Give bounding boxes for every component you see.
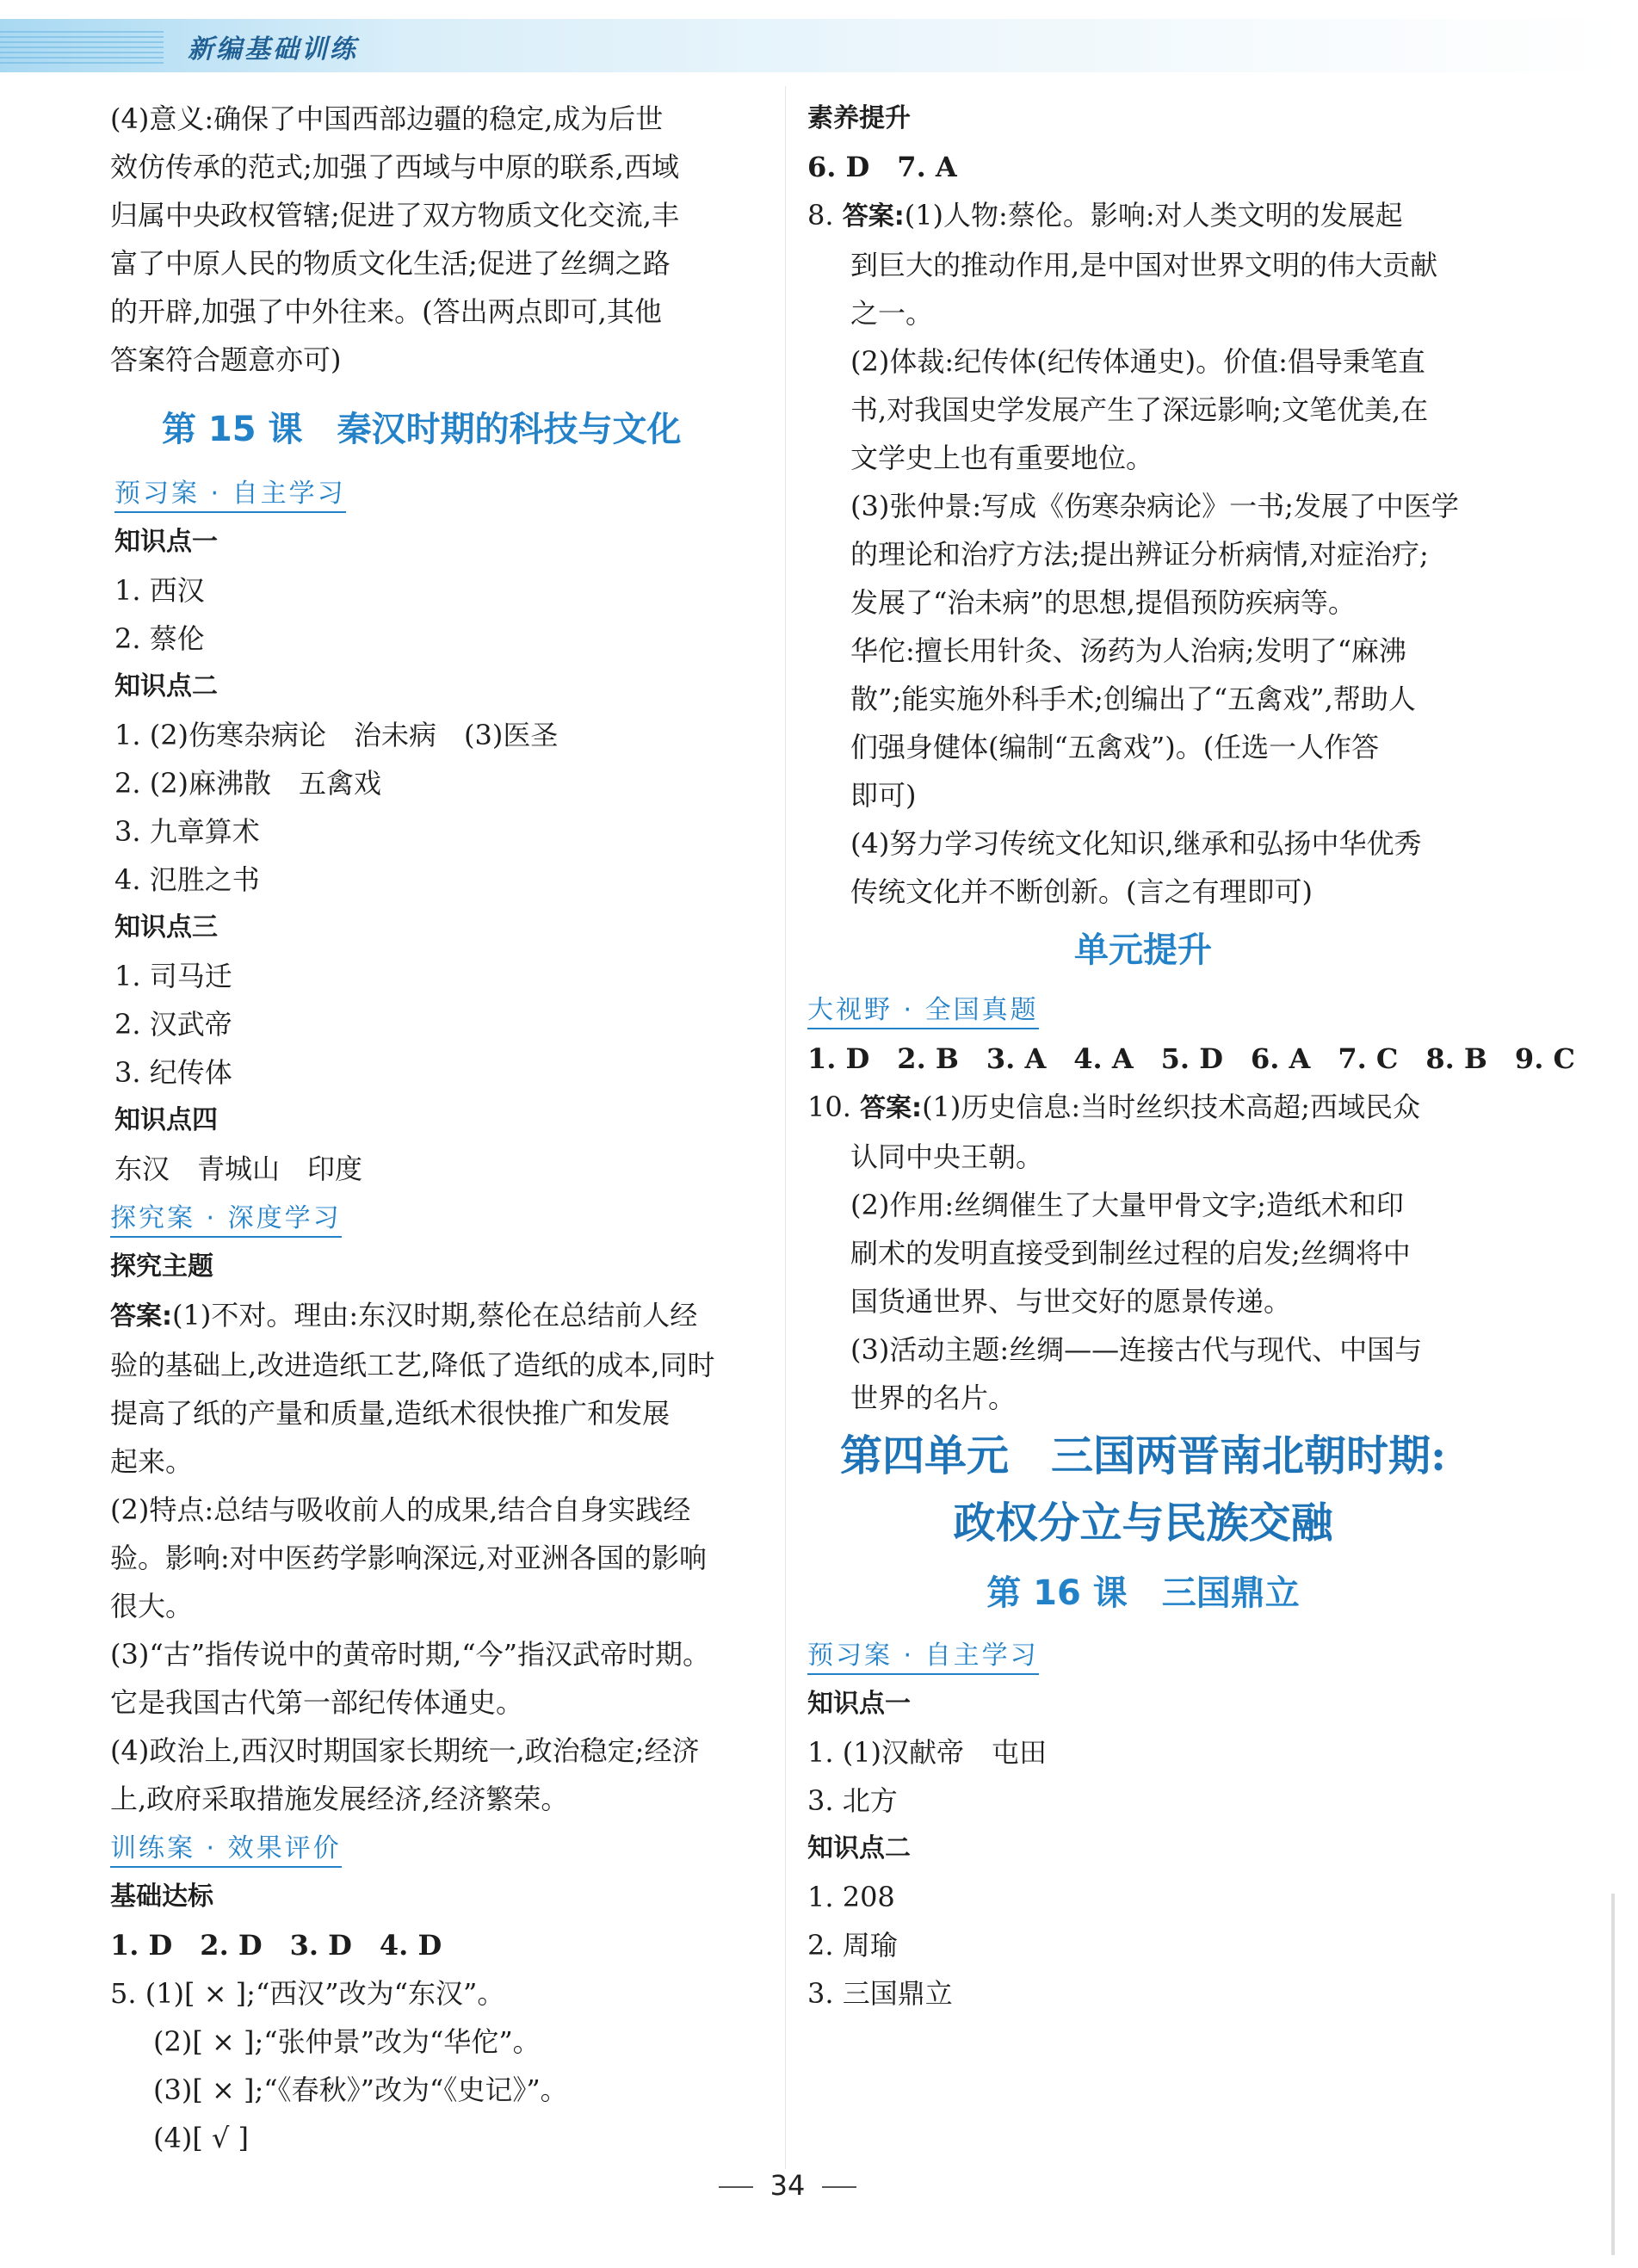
text-line: (3)“古”指传说中的黄帝时期,“今”指汉武帝时期。 xyxy=(110,1638,710,1671)
left-column xyxy=(110,95,775,2162)
text-line: 的开辟,加强了中外往来。(答出两点即可,其他 xyxy=(110,295,662,328)
text-line: 华佗:擅长用针灸、汤药为人治病;发明了“麻沸 xyxy=(850,634,1406,667)
text-line: (2)作用:丝绸催生了大量甲骨文字;造纸术和印 xyxy=(850,1189,1404,1221)
text-line: 刷术的发明直接受到制丝过程的启发;丝绸将中 xyxy=(850,1237,1411,1270)
text-line: 它是我国古代第一部纪传体通史。 xyxy=(110,1686,524,1719)
column-divider xyxy=(785,86,786,2169)
text-line: 验的基础上,改进造纸工艺,降低了造纸的成本,同时 xyxy=(110,1349,715,1381)
answer-item: 2. 汉武帝 xyxy=(114,1008,232,1041)
lesson-16-title: 第 16 课 三国鼎立 xyxy=(986,1573,1300,1613)
text-line: 之一。 xyxy=(850,297,934,330)
text-line: 即可) xyxy=(850,779,917,812)
header-stripes xyxy=(0,31,164,64)
text-line: 上,政府采取措施发展经济,经济繁荣。 xyxy=(110,1783,569,1815)
answer-label: 答案: xyxy=(860,1093,923,1123)
answer-item: 1. 司马迁 xyxy=(114,960,232,992)
text-line: 10. 答案:(1)历史信息:当时丝织技术高超;西域民众 xyxy=(807,1091,1420,1123)
right-column xyxy=(807,95,1575,2018)
text-line: 验。影响:对中医药学影响深远,对亚洲各国的影响 xyxy=(110,1542,707,1574)
text-line: 国货通世界、与世交好的愿景传递。 xyxy=(850,1285,1292,1318)
page-number-dash-left xyxy=(719,2186,753,2188)
text-line: 到巨大的推动作用,是中国对世界文明的伟大贡献 xyxy=(850,249,1438,281)
unit-improvement-title: 单元提升 xyxy=(1074,930,1212,970)
answer-label: 答案: xyxy=(842,201,905,232)
knowledge-point-heading: 知识点一 xyxy=(114,527,218,557)
text-line: (2)特点:总结与吸收前人的成果,结合自身实践经 xyxy=(110,1493,691,1526)
text-line xyxy=(110,1291,775,1341)
text-line: (4)意义:确保了中国西部边疆的稳定,成为后世 xyxy=(110,102,664,135)
literacy-heading: 素养提升 xyxy=(807,103,911,133)
section-explore: 探究案 · 深度学习 xyxy=(110,1202,342,1238)
text-line: 文学史上也有重要地位。 xyxy=(850,442,1154,474)
text-line: 富了中原人民的物质文化生活;促进了丝绸之路 xyxy=(110,247,671,280)
knowledge-point-heading: 知识点二 xyxy=(114,671,218,701)
page-edge-shadow xyxy=(1611,1894,1615,2255)
text-line: 世界的名片。 xyxy=(850,1381,1017,1414)
basic-heading: 基础达标 xyxy=(110,1882,213,1912)
section-train: 训练案 · 效果评价 xyxy=(110,1832,342,1868)
answer-item: 3. 北方 xyxy=(807,1784,898,1817)
answer-text: (1)不对。理由:东汉时期,蔡伦在总结前人经 xyxy=(172,1299,698,1332)
text-line: 们强身健体(编制“五禽戏”)。(任选一人作答 xyxy=(850,731,1380,763)
answer-item: (2)[ × ];“张仲景”改为“华佗”。 xyxy=(153,2025,541,2058)
section-vision: 大视野 · 全国真题 xyxy=(807,993,1039,1029)
text-line: 效仿传承的范式;加强了西域与中原的联系,西域 xyxy=(110,151,679,183)
text-line: 很大。 xyxy=(110,1590,194,1622)
text-line: 答案符合题意亦可) xyxy=(110,343,342,376)
answer-item: 1. (1)汉献帝 屯田 xyxy=(807,1736,1048,1769)
text-line: 认同中央王朝。 xyxy=(850,1140,1044,1173)
unit-4-title-line1: 第四单元 三国两晋南北朝时期: xyxy=(839,1431,1447,1480)
answer-item: 2. 蔡伦 xyxy=(114,622,205,655)
text-line: 归属中央政权管辖;促进了双方物质文化交流,丰 xyxy=(110,199,679,232)
text-line: (3)张仲景:写成《伤寒杂病论》一书;发展了中医学 xyxy=(850,490,1459,522)
text-line: 散”;能实施外科手术;创编出了“五禽戏”,帮助人 xyxy=(850,683,1416,715)
lesson-15-title: 第 15 课 秦汉时期的科技与文化 xyxy=(162,410,682,449)
answer-item: 1. (2)伤寒杂病论 治未病 (3)医圣 xyxy=(114,719,559,751)
section-preview: 预习案 · 自主学习 xyxy=(114,477,346,513)
text-line: (4)政治上,西汉时期国家长期统一,政治稳定;经济 xyxy=(110,1734,700,1767)
page-number xyxy=(0,2169,1575,2202)
section-preview-2: 预习案 · 自主学习 xyxy=(807,1639,1039,1675)
answer-item: 3. 三国鼎立 xyxy=(807,1977,953,2010)
text-line: (4)努力学习传统文化知识,继承和弘扬中华优秀 xyxy=(850,827,1422,860)
answer-item: 2. 周瑜 xyxy=(807,1929,898,1962)
page-number-dash-right xyxy=(822,2186,856,2188)
unit-4-title-line2: 政权分立与民族交融 xyxy=(953,1498,1333,1548)
book-title: 新编基础训练 xyxy=(188,34,358,65)
answer-item: 1. D 2. D 3. D 4. D xyxy=(110,1929,442,1962)
answer-label: 答案: xyxy=(110,1301,172,1332)
text-line: 起来。 xyxy=(110,1445,194,1478)
text-line: 的理论和治疗方法;提出辨证分析病情,对症治疗; xyxy=(850,538,1429,571)
answer-item: 3. 九章算术 xyxy=(114,815,260,848)
answer-item: 1. 208 xyxy=(807,1881,895,1913)
answer-item: 1. 西汉 xyxy=(114,574,205,607)
answer-item: 6. D 7. A xyxy=(807,151,957,183)
page-number-value: 34 xyxy=(770,2169,806,2202)
page-header xyxy=(0,19,1618,72)
answer-item: (4)[ √ ] xyxy=(153,2122,250,2154)
text-line: 提高了纸的产量和质量,造纸术很快推广和发展 xyxy=(110,1397,671,1430)
knowledge-point-heading: 知识点三 xyxy=(114,912,218,942)
answer-item: (3)[ × ];“《春秋》”改为“《史记》”。 xyxy=(153,2073,568,2106)
answer-text: (1)人物:蔡伦。影响:对人类文明的发展起 xyxy=(904,199,1403,232)
answer-item: 1. D 2. B 3. A 4. A 5. D 6. A 7. C 8. B 9. C xyxy=(807,1042,1575,1075)
answer-item: 4. 氾胜之书 xyxy=(114,863,260,896)
answer-item: 东汉 青城山 印度 xyxy=(114,1153,363,1185)
text-line: 发展了“治未病”的思想,提倡预防疾病等。 xyxy=(850,586,1356,619)
text-line: 8. 答案:(1)人物:蔡伦。影响:对人类文明的发展起 xyxy=(807,199,1403,232)
answer-item: 5. (1)[ × ];“西汉”改为“东汉”。 xyxy=(110,1977,505,2010)
answer-text: (1)历史信息:当时丝织技术高超;西域民众 xyxy=(922,1091,1420,1123)
answer-item: 2. (2)麻沸散 五禽戏 xyxy=(114,767,382,800)
text-line: 传统文化并不断创新。(言之有理即可) xyxy=(850,875,1313,908)
knowledge-point-heading: 知识点二 xyxy=(807,1833,911,1863)
explore-topic: 探究主题 xyxy=(110,1251,213,1282)
knowledge-point-heading: 知识点一 xyxy=(807,1689,911,1719)
answer-item: 3. 纪传体 xyxy=(114,1056,232,1089)
knowledge-point-heading: 知识点四 xyxy=(114,1105,218,1135)
text-line: 书,对我国史学发展产生了深远影响;文笔优美,在 xyxy=(850,393,1429,426)
text-line: (3)活动主题:丝绸——连接古代与现代、中国与 xyxy=(850,1333,1423,1366)
text-line: (2)体裁:纪传体(纪传体通史)。价值:倡导秉笔直 xyxy=(850,345,1425,378)
